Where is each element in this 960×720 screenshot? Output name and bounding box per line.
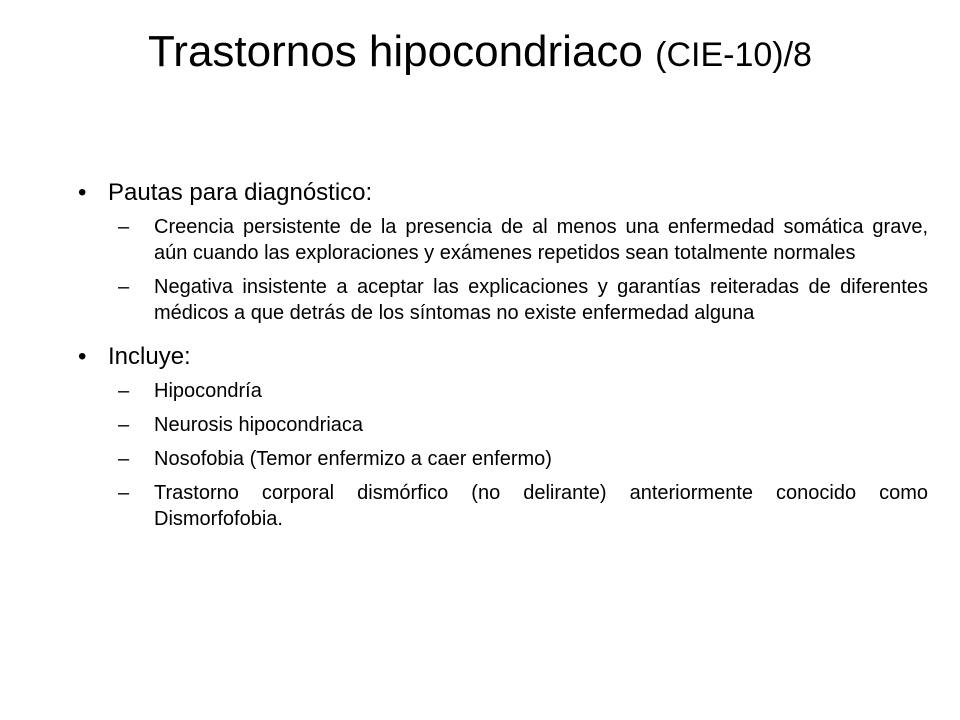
slide-body: [78, 176, 928, 540]
bullet-icon: •: [78, 179, 87, 206]
section-heading: [78, 340, 928, 374]
bullet-icon: •: [78, 343, 87, 370]
list-item-text: Neurosis hipocondriaca: [154, 414, 364, 436]
list-item-text: Negativa insistente a aceptar las explicaciones y garantías reiteradas de diferentes médicos a que detrás de los síntomas no existe enfermedad alguna: [154, 276, 928, 324]
list-item: [118, 378, 928, 404]
dash-icon: –: [118, 482, 130, 504]
dash-icon: –: [118, 276, 130, 298]
list-item: [118, 214, 928, 266]
list-item-text: Nosofobia (Temor enfermizo a caer enfermo): [154, 448, 552, 470]
section-heading: [78, 176, 928, 210]
dash-icon: –: [118, 414, 130, 436]
title-suffix: (CIE-10)/8: [655, 36, 812, 74]
sub-list: [118, 378, 928, 532]
section-heading-text: Incluye:: [108, 343, 191, 370]
list-item-text: Hipocondría: [154, 380, 262, 402]
list-item-text: Trastorno corporal dismórfico (no delirante) anteriormente conocido como Dismorfofobia.: [154, 482, 928, 530]
slide-title: [60, 24, 900, 83]
list-item: [118, 480, 928, 532]
dash-icon: –: [118, 448, 130, 470]
list-item: [118, 412, 928, 438]
section-heading-text: Pautas para diagnóstico:: [108, 179, 373, 206]
title-main: Trastornos hipocondriaco: [148, 27, 656, 76]
sub-list: [118, 214, 928, 326]
list-item: [118, 274, 928, 326]
list-item: [118, 446, 928, 472]
dash-icon: –: [118, 380, 130, 402]
dash-icon: –: [118, 216, 130, 238]
list-item-text: Creencia persistente de la presencia de al menos una enfermedad somática grave, aún cuando las exploraciones y exámenes repetidos sean totalmente normales: [154, 216, 928, 264]
